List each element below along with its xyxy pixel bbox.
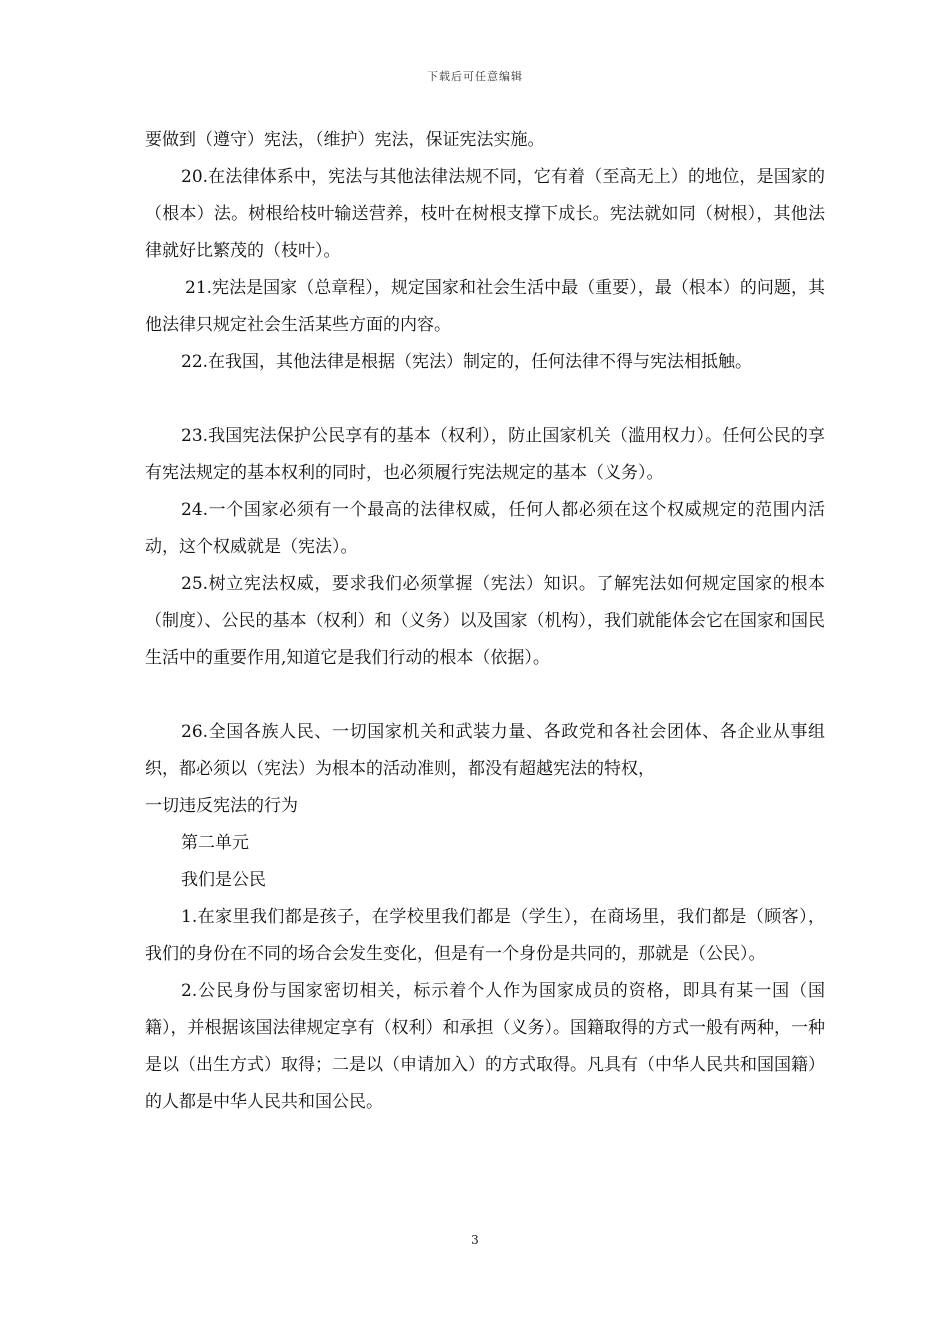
paragraph-25: 25.树立宪法权威，要求我们必须掌握（宪法）知识。了解宪法如何规定国家的根本（制度）、公民的基本（权利）和（义务）以及国家（机构），我们就能体会它在国家和国民生活中的重要作用,知道它是我们行动的根本（依据）。 [145, 574, 825, 668]
paragraph-19-continuation: 要做到（遵守）宪法，（维护）宪法，保证宪法实施。 [145, 130, 545, 150]
paragraph-22: 22.在我国，其他法律是根据（宪法）制定的，任何法律不得与宪法相抵触。 [181, 352, 753, 372]
page-header: 下载后可任意编辑 [427, 70, 523, 83]
unit-heading: 第二单元 [181, 833, 249, 853]
lesson-heading: 我们是公民 [181, 870, 266, 890]
paragraph-24: 24.一个国家必须有一个最高的法律权威，任何人都必须在这个权威规定的范围内活动，这个权威就是（宪法）。 [145, 500, 825, 557]
paragraph-unit2-1: 1.在家里我们都是孩子，在学校里我们都是（学生），在商场里，我们都是（顾客），我们的身份在不同的场合会发生变化，但是有一个身份是共同的，那就是（公民）。 [145, 907, 825, 964]
paragraph-26-tail: 一切违反宪法的行为 [145, 796, 298, 816]
paragraph-20: 20.在法律体系中，宪法与其他法律法规不同，它有着（至高无上）的地位，是国家的（根本）法。树根给枝叶输送营养，枝叶在树根支撑下成长。宪法就如同（树根），其他法律就好比繁茂的（枝叶）。 [145, 167, 825, 261]
paragraph-21: 21.宪法是国家（总章程），规定国家和社会生活中最（重要），最（根本）的问题，其他法律只规定社会生活某些方面的内容。 [145, 278, 825, 335]
paragraph-26: 26.全国各族人民、一切国家机关和武装力量、各政党和各社会团体、各企业从事组织，都必须以（宪法）为根本的活动准则，都没有超越宪法的特权， [145, 722, 825, 779]
paragraph-unit2-2: 2.公民身份与国家密切相关，标示着个人作为国家成员的资格，即具有某一国（国籍），并根据该国法律规定享有（权利）和承担（义务）。国籍取得的方式一般有两种，一种是以（出生方式）取得；二是以（申请加入）的方式取得。凡具有（中华人民共和国国籍）的人都是中华人民共和国公民。 [145, 981, 825, 1112]
document-body [145, 122, 825, 1121]
paragraph-23: 23.我国宪法保护公民享有的基本（权利），防止国家机关（滥用权力）。任何公民的享有宪法规定的基本权利的同时，也必须履行宪法规定的基本（义务）。 [145, 426, 825, 483]
page-number: 3 [471, 1233, 479, 1247]
